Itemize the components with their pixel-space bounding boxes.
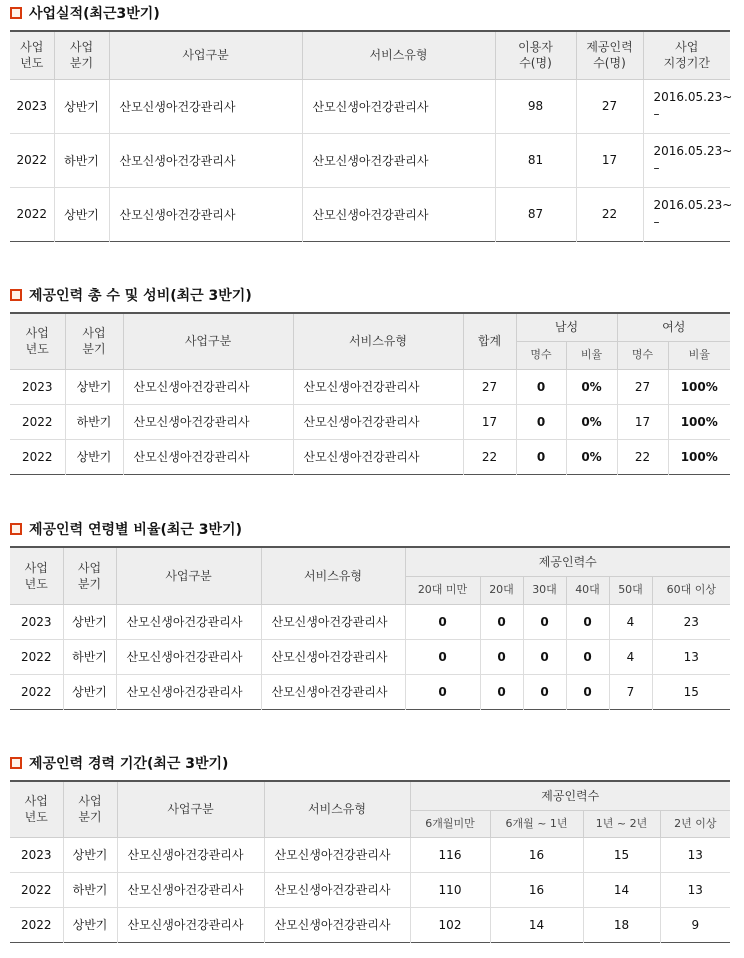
- column-header-service: 서비스유형: [264, 781, 410, 837]
- cell-6m-1y: 16: [490, 837, 583, 872]
- cell-female-count: 17: [617, 404, 668, 439]
- column-header-6m-1y: 6개월 ~ 1년: [490, 810, 583, 837]
- cell-service: 산모신생아건강관리사: [261, 639, 405, 674]
- section-title: [10, 518, 730, 540]
- cell-under-6m: 116: [410, 837, 490, 872]
- table-row: [10, 907, 730, 942]
- section-title: [10, 2, 730, 24]
- cell-2y-plus: 9: [660, 907, 730, 942]
- cell-service: 산모신생아건강관리사: [264, 872, 410, 907]
- cell-staff: 22: [576, 187, 643, 241]
- column-header-year: 사업 년도: [10, 781, 63, 837]
- cell-20s: 0: [480, 604, 523, 639]
- table-row: [10, 79, 730, 133]
- column-header-year: 사업 년도: [10, 547, 63, 604]
- column-header-service: 서비스유형: [302, 31, 495, 79]
- section-gender: [10, 284, 730, 475]
- section-bullet-icon: [10, 523, 22, 535]
- column-header-30s: 30대: [523, 576, 566, 604]
- cell-half: 상반기: [63, 674, 116, 709]
- cell-business: 산모신생아건강관리사: [117, 907, 264, 942]
- cell-business: 산모신생아건강관리사: [123, 369, 293, 404]
- column-header-under-20: 20대 미만: [405, 576, 480, 604]
- cell-year: 2022: [10, 404, 65, 439]
- cell-half: 하반기: [65, 404, 123, 439]
- cell-male-count: 0: [516, 369, 566, 404]
- column-header-year: 사업 년도: [10, 313, 65, 369]
- cell-total: 22: [463, 439, 516, 474]
- section-title: [10, 752, 730, 774]
- cell-business: 산모신생아건강관리사: [117, 872, 264, 907]
- cell-under-6m: 102: [410, 907, 490, 942]
- cell-year: 2022: [10, 907, 63, 942]
- cell-year: 2022: [10, 439, 65, 474]
- column-header-business: 사업구분: [109, 31, 302, 79]
- column-header-business: 사업구분: [116, 547, 261, 604]
- cell-20s: 0: [480, 639, 523, 674]
- cell-business: 산모신생아건강관리사: [109, 133, 302, 187]
- column-header-period: 사업 지정기간: [643, 31, 730, 79]
- cell-users: 87: [495, 187, 576, 241]
- table-row: [10, 404, 730, 439]
- cell-6m-1y: 14: [490, 907, 583, 942]
- cell-20s: 0: [480, 674, 523, 709]
- column-group-male: 남성: [516, 313, 617, 341]
- table-row: [10, 604, 730, 639]
- section-bullet-icon: [10, 757, 22, 769]
- performance-table: [10, 30, 733, 242]
- section-bullet-icon: [10, 289, 22, 301]
- column-header-half: 사업 분기: [63, 781, 117, 837]
- cell-1y-2y: 15: [583, 837, 660, 872]
- column-header-male-ratio: 비율: [566, 341, 617, 369]
- column-header-60-plus: 60대 이상: [652, 576, 730, 604]
- column-header-users: 이용자 수(명): [495, 31, 576, 79]
- table-row: [10, 439, 730, 474]
- career-table: [10, 780, 730, 943]
- cell-business: 산모신생아건강관리사: [116, 674, 261, 709]
- cell-40s: 0: [566, 604, 609, 639]
- cell-under-6m: 110: [410, 872, 490, 907]
- table-row: [10, 369, 730, 404]
- section-age: [10, 518, 730, 710]
- column-header-20s: 20대: [480, 576, 523, 604]
- cell-half: 상반기: [65, 369, 123, 404]
- cell-under-20: 0: [405, 639, 480, 674]
- cell-40s: 0: [566, 639, 609, 674]
- cell-period: 2016.05.23~ –: [643, 133, 730, 187]
- table-row: [10, 674, 730, 709]
- cell-half: 하반기: [63, 872, 117, 907]
- cell-service: 산모신생아건강관리사: [293, 404, 463, 439]
- cell-6m-1y: 16: [490, 872, 583, 907]
- column-header-service: 서비스유형: [261, 547, 405, 604]
- cell-male-count: 0: [516, 404, 566, 439]
- cell-users: 81: [495, 133, 576, 187]
- cell-service: 산모신생아건강관리사: [302, 79, 495, 133]
- cell-half: 상반기: [54, 79, 109, 133]
- header-row: [10, 547, 730, 576]
- cell-staff: 17: [576, 133, 643, 187]
- cell-service: 산모신생아건강관리사: [293, 369, 463, 404]
- cell-business: 산모신생아건강관리사: [116, 604, 261, 639]
- cell-period: 2016.05.23~ –: [643, 79, 730, 133]
- cell-30s: 0: [523, 604, 566, 639]
- column-header-total: 합계: [463, 313, 516, 369]
- column-group-staff-count: 제공인력수: [410, 781, 730, 810]
- column-header-2y-plus: 2년 이상: [660, 810, 730, 837]
- section-performance: [10, 2, 733, 242]
- cell-60-plus: 15: [652, 674, 730, 709]
- cell-year: 2023: [21, 379, 53, 394]
- column-header-half: 사업 분기: [65, 313, 123, 369]
- table-row: [10, 133, 730, 187]
- cell-half: 상반기: [65, 439, 123, 474]
- cell-half: 상반기: [63, 907, 117, 942]
- cell-year: 2023: [16, 99, 48, 113]
- cell-period: 2016.05.23~ –: [643, 187, 730, 241]
- column-header-half: 사업 분기: [54, 31, 109, 79]
- table-row: [10, 187, 730, 241]
- cell-year: 2022: [10, 872, 63, 907]
- section-career: [10, 752, 730, 943]
- cell-2y-plus: 13: [660, 837, 730, 872]
- column-header-service: 서비스유형: [293, 313, 463, 369]
- cell-business: 산모신생아건강관리사: [116, 639, 261, 674]
- column-header-female-ratio: 비율: [668, 341, 730, 369]
- cell-business: 산모신생아건강관리사: [123, 439, 293, 474]
- column-group-staff-count: 제공인력수: [405, 547, 730, 576]
- cell-year: 2022: [10, 187, 54, 241]
- column-header-business: 사업구분: [123, 313, 293, 369]
- cell-male-ratio: 0%: [566, 369, 617, 404]
- age-table: [10, 546, 730, 710]
- cell-users: 98: [495, 79, 576, 133]
- column-header-female-count: 명수: [617, 341, 668, 369]
- cell-female-ratio: 100%: [668, 439, 730, 474]
- cell-year: 2022: [10, 674, 63, 709]
- cell-under-20: 0: [405, 674, 480, 709]
- cell-50s: 4: [609, 639, 652, 674]
- table-row: [10, 837, 730, 872]
- cell-60-plus: 13: [652, 639, 730, 674]
- gender-table: [10, 312, 730, 475]
- header-row: [10, 781, 730, 810]
- cell-2y-plus: 13: [660, 872, 730, 907]
- cell-60-plus: 23: [652, 604, 730, 639]
- cell-business: 산모신생아건강관리사: [123, 404, 293, 439]
- section-bullet-icon: [10, 7, 22, 19]
- cell-business: 산모신생아건강관리사: [109, 79, 302, 133]
- cell-service: 산모신생아건강관리사: [302, 187, 495, 241]
- cell-year: 2023: [20, 614, 52, 629]
- cell-service: 산모신생아건강관리사: [264, 907, 410, 942]
- column-header-half: 사업 분기: [63, 547, 116, 604]
- cell-service: 산모신생아건강관리사: [264, 837, 410, 872]
- cell-half: 상반기: [54, 187, 109, 241]
- section-title: [10, 284, 730, 306]
- column-group-female: 여성: [617, 313, 730, 341]
- column-header-male-count: 명수: [516, 341, 566, 369]
- column-header-50s: 50대: [609, 576, 652, 604]
- cell-female-ratio: 100%: [668, 369, 730, 404]
- cell-50s: 7: [609, 674, 652, 709]
- section-title-text: 제공인력 경력 기간(최근 3반기): [29, 756, 229, 772]
- cell-year: 2022: [10, 133, 54, 187]
- cell-half: 하반기: [63, 639, 116, 674]
- column-header-staff: 제공인력 수(명): [576, 31, 643, 79]
- cell-under-20: 0: [405, 604, 480, 639]
- column-header-under-6m: 6개월미만: [410, 810, 490, 837]
- cell-year: 2022: [10, 639, 63, 674]
- section-title-text: 사업실적(최근3반기): [29, 6, 160, 22]
- cell-30s: 0: [523, 639, 566, 674]
- cell-50s: 4: [609, 604, 652, 639]
- cell-male-count: 0: [516, 439, 566, 474]
- cell-1y-2y: 14: [583, 872, 660, 907]
- cell-female-count: 22: [617, 439, 668, 474]
- cell-half: 상반기: [63, 604, 116, 639]
- column-header-business: 사업구분: [117, 781, 264, 837]
- cell-business: 산모신생아건강관리사: [117, 837, 264, 872]
- cell-total: 17: [463, 404, 516, 439]
- cell-1y-2y: 18: [583, 907, 660, 942]
- column-header-40s: 40대: [566, 576, 609, 604]
- header-row: [10, 313, 730, 341]
- column-header-1y-2y: 1년 ~ 2년: [583, 810, 660, 837]
- cell-female-count: 27: [617, 369, 668, 404]
- cell-service: 산모신생아건강관리사: [261, 674, 405, 709]
- cell-total: 27: [463, 369, 516, 404]
- section-title-text: 제공인력 연령별 비율(최근 3반기): [29, 522, 242, 538]
- cell-30s: 0: [523, 674, 566, 709]
- cell-year: 2023: [20, 847, 52, 862]
- header-row: [10, 31, 730, 79]
- table-row: [10, 639, 730, 674]
- cell-half: 하반기: [54, 133, 109, 187]
- cell-service: 산모신생아건강관리사: [293, 439, 463, 474]
- cell-service: 산모신생아건강관리사: [261, 604, 405, 639]
- cell-40s: 0: [566, 674, 609, 709]
- cell-service: 산모신생아건강관리사: [302, 133, 495, 187]
- cell-business: 산모신생아건강관리사: [109, 187, 302, 241]
- cell-female-ratio: 100%: [668, 404, 730, 439]
- section-title-text: 제공인력 총 수 및 성비(최근 3반기): [29, 288, 252, 304]
- cell-staff: 27: [576, 79, 643, 133]
- table-row: [10, 872, 730, 907]
- cell-male-ratio: 0%: [566, 439, 617, 474]
- cell-half: 상반기: [63, 837, 117, 872]
- cell-male-ratio: 0%: [566, 404, 617, 439]
- column-header-year: 사업 년도: [10, 31, 54, 79]
